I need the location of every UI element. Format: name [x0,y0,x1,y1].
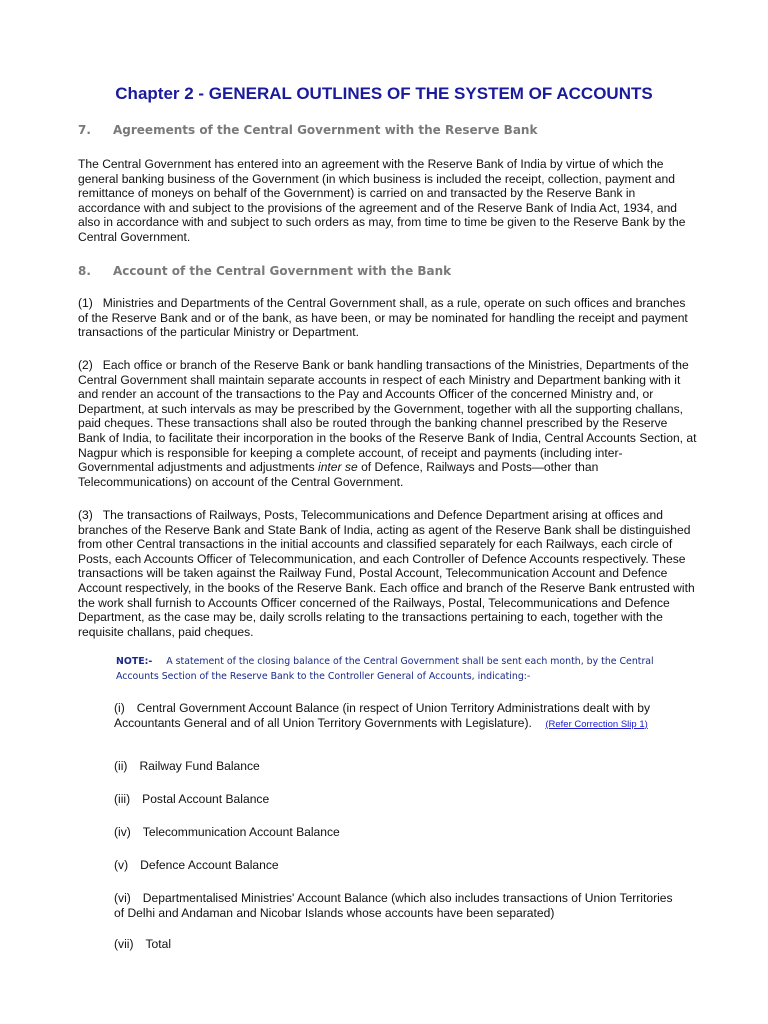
paragraph-8-3 [78,508,698,639]
section-8-number: 8. [78,264,91,278]
list-item-number: (iii) [114,792,131,806]
paragraph-8-2-text-a: Each office or branch of the Reserve Bank or bank handling transactions of the Ministries, Departments of the Central Government shall maintain separate accounts in respect of each Ministry and Department banking with it and render an account of the transactions to the Pay and Accounts Officer of the concerned Ministry and, or Department, at such intervals as may be prescribed by the Government, together with all the supporting challans, paid cheques. These transactions shall also be routed through the banking channel prescribed by the Reserve Bank of India, to facilitate their incorporation in the books of the Reserve Bank of India, Central Accounts Section, at Nagpur which is responsible for keeping a complete account, of receipt and payments (including inter-Governmental adjustments and adjustments [78,358,697,475]
paragraph-8-1 [78,296,698,340]
list-item-text: Railway Fund Balance [139,759,260,773]
list-item [114,858,674,873]
list-item-number: (iv) [114,825,131,839]
paragraph-8-3-number: (3) [78,508,93,522]
paragraph-8-1-text: Ministries and Departments of the Central Government shall, as a rule, operate on such offices and branches of the Reserve Bank and or of the bank, as have been, or may be nominated for handling the receipt and payment transactions of the particular Ministry or Department. [78,296,688,340]
note-block [116,655,676,684]
paragraph-8-2-text-b: of Defence, Railways and Posts—other than Telecommunications) on account of the Central Government. [78,460,599,489]
correction-slip-link[interactable]: (Refer Correction Slip 1) [545,718,648,730]
section-7-title: Agreements of the Central Government with the Reserve Bank [113,123,538,137]
list-item-text: Postal Account Balance [142,792,270,806]
list-item-text: Defence Account Balance [140,858,279,872]
paragraph-8-2-italic: inter se [318,460,358,475]
list-item-text: Central Government Account Balance (in respect of Union Territory Administrations dealt with by Accountants General and of all Union Territory Governments with Legislature). [114,701,651,730]
paragraph-8-2 [78,358,698,489]
list-item [114,792,674,807]
list-item-number: (vi) [114,891,131,905]
note-text: A statement of the closing balance of the Central Government shall be sent each month, by the Central Accounts Section of the Reserve Bank to the Controller General of Accounts, indicating:- [116,656,654,682]
list-item-text: Departmentalised Ministries' Account Balance (which also includes transactions of Union Territories of Delhi and Andaman and Nicobar Islands whose accounts have been separated) [114,891,673,920]
list-item-number: (ii) [114,759,128,773]
section-8-heading [78,264,451,278]
list-item-number: (vii) [114,937,134,951]
list-item-text: Total [145,937,172,951]
list-item-number: (v) [114,858,129,872]
list-item [114,937,674,952]
paragraph-8-1-number: (1) [78,296,93,310]
section-7-heading [78,123,537,137]
section-7-body: The Central Government has entered into an agreement with the Reserve Bank of India by virtue of which the general banking business of the Government (in which business is included the receipt, collection, payment and remittance of moneys on behalf of the Government) is carried on and transacted by the Reserve Bank in accordance with and subject to the provisions of the agreement and of the Reserve Bank of India Act, 1934, and also in accordance with and subject to such orders as may, from time to time be given to the Reserve Bank by the Central Government. [78,157,686,244]
list-item [114,759,674,774]
list-item-text: Telecommunication Account Balance [142,825,340,839]
note-label: NOTE:- [116,656,153,667]
section-7-number: 7. [78,123,91,137]
section-8-title: Account of the Central Government with the Bank [113,264,452,278]
list-item [114,701,674,732]
chapter-title: Chapter 2 - GENERAL OUTLINES OF THE SYSTEM OF ACCOUNTS [115,84,653,103]
paragraph-8-3-text: The transactions of Railways, Posts, Telecommunications and Defence Department arising at offices and branches of the Reserve Bank and State Bank of India, acting as agent of the Reserve Bank shall be distinguished from other Central transactions in the initial accounts and classified separately for each Railways, each circle of Posts, each Accounts Officer of Telecommunication, and each Controller of Defence Accounts respectively. These transactions will be taken against the Railway Fund, Postal Account, Telecommunication Account and Defence Account respectively, in the books of the Reserve Bank. Each office and branch of the Reserve Bank entrusted with the work shall furnish to Accounts Officer concerned of the Railways, Postal, Telecommunications and Defence Department, as the case may be, daily scrolls relating to the transactions pertaining to each, together with the requisite challans, paid cheques. [78,508,695,639]
paragraph-8-2-number: (2) [78,358,93,372]
list-item [114,825,674,840]
list-item-number: (i) [114,701,125,715]
list-item [114,891,674,920]
